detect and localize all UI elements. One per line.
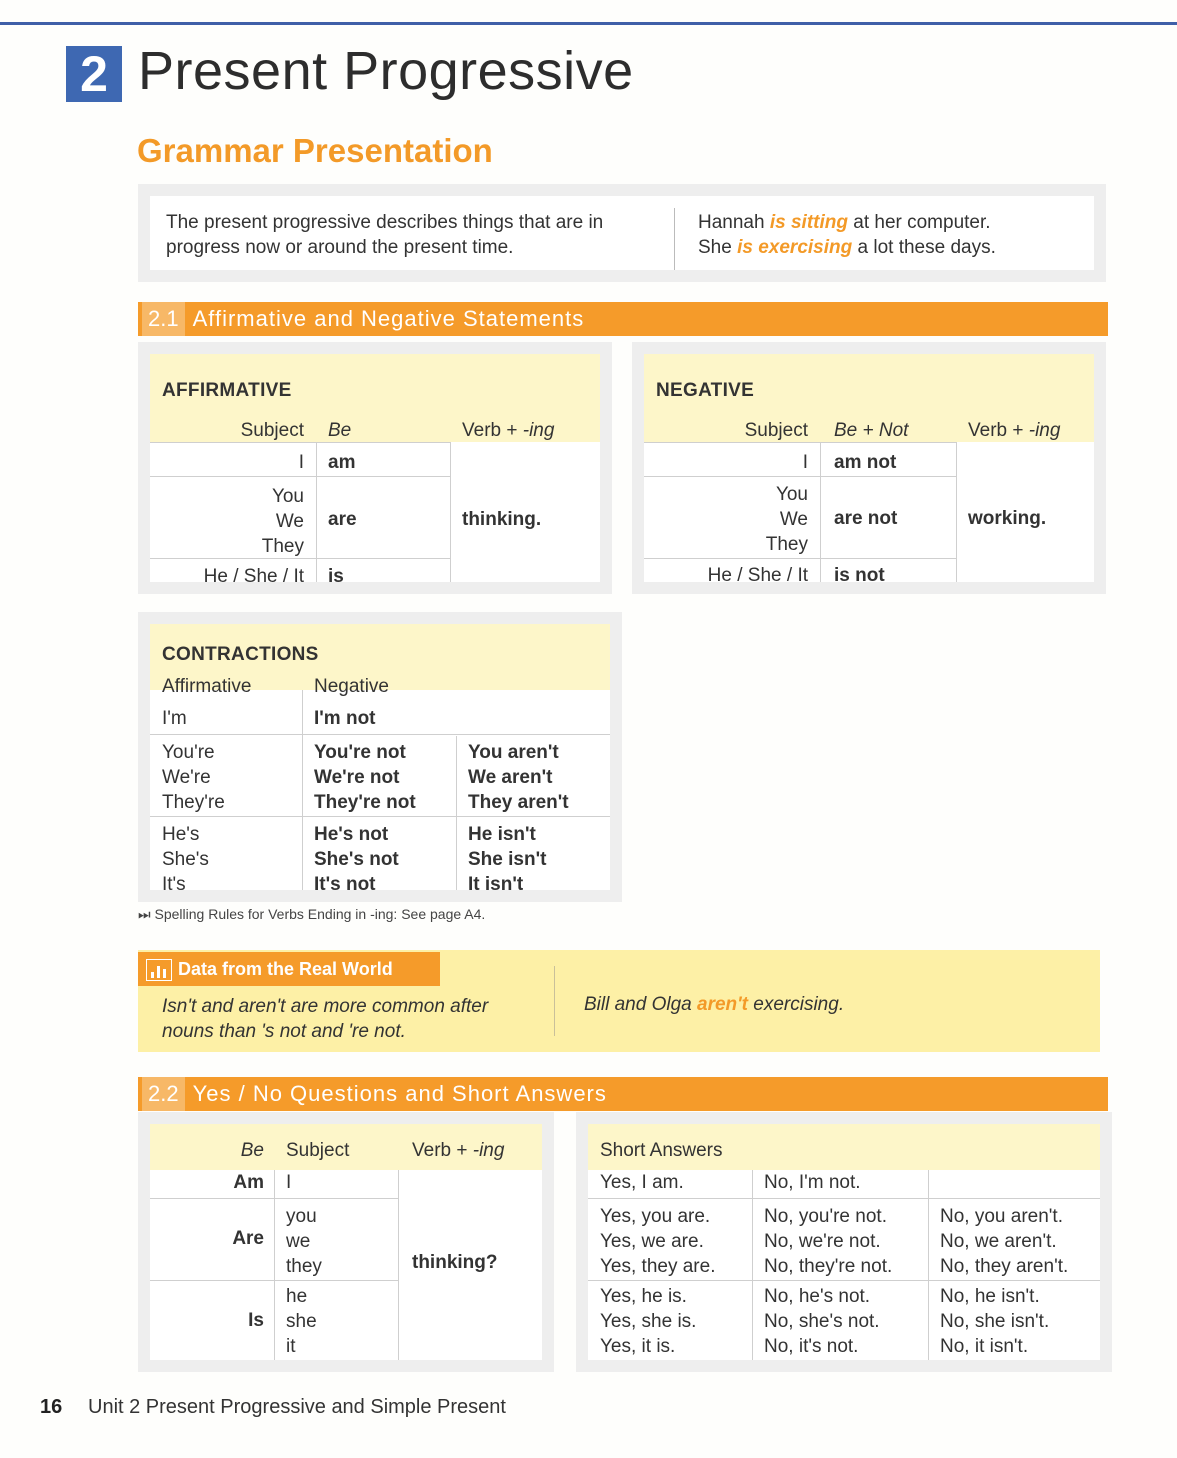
short-answers-no2-singular: No, he isn't. No, she isn't. No, it isn't. — [940, 1286, 1050, 1357]
row-be-is: Is — [248, 1310, 264, 1331]
col-be: Be — [240, 1140, 264, 1161]
short-answers-yes-plural: Yes, you are. Yes, we are. Yes, they are. — [600, 1206, 716, 1277]
intro-box — [138, 184, 1106, 282]
col-negative: Negative — [314, 676, 389, 697]
col-subject: Subject — [240, 420, 304, 441]
row-be-are-not: are not — [834, 508, 898, 529]
contraction-im: I'm — [162, 708, 187, 729]
col-subject: Subject — [286, 1140, 350, 1161]
band-number: 2.2 — [142, 1077, 185, 1111]
verb-working: working. — [968, 508, 1047, 529]
affirmative-table — [138, 342, 612, 594]
chapter-title: Present Progressive — [138, 41, 634, 101]
col-verb: Verb + -ing — [968, 420, 1061, 441]
contractions-neg-plural: You're not We're not They're not — [314, 742, 416, 813]
contractions-aff-plural: You're We're They're — [162, 742, 225, 813]
short-answers-no-singular: No, he's not. No, she's not. No, it's not. — [764, 1286, 880, 1357]
band-2-1 — [138, 302, 1108, 336]
row-subject-he-she-it: he she it — [286, 1286, 317, 1357]
data-divider — [554, 966, 555, 1036]
short-answers-no2-plural: No, you aren't. No, we aren't. No, they aren't. — [940, 1206, 1069, 1277]
contractions-aff-singular: He's She's It's — [162, 824, 209, 895]
contractions-neg2-singular: He isn't She isn't It isn't — [468, 824, 547, 895]
intro-divider — [674, 208, 675, 270]
contractions-neg2-plural: You aren't We aren't They aren't — [468, 742, 569, 813]
affirmative-heading: AFFIRMATIVE — [162, 380, 292, 401]
col-verb: Verb + -ing — [412, 1140, 505, 1161]
negative-heading: NEGATIVE — [656, 380, 755, 401]
short-answer-yes-i: Yes, I am. — [600, 1172, 684, 1193]
spelling-note: ⏭ Spelling Rules for Verbs Ending in -ing: See page A4. — [138, 906, 486, 922]
chapter-number: 2 — [66, 46, 122, 102]
verb-thinking: thinking? — [412, 1252, 498, 1273]
col-affirmative: Affirmative — [162, 676, 252, 697]
col-be-not: Be + Not — [834, 420, 909, 441]
row-be-am: am — [328, 452, 356, 473]
row-subject-i: I — [298, 452, 304, 473]
intro-example-2: She is exercising a lot these days. — [698, 237, 996, 258]
section-title: Grammar Presentation — [137, 132, 493, 169]
band-title: Yes / No Questions and Short Answers — [192, 1081, 607, 1106]
band-title: Affirmative and Negative Statements — [192, 306, 585, 331]
col-be: Be — [328, 420, 352, 441]
row-subject-you-we-they: You We They — [765, 484, 808, 555]
row-be-am: Am — [233, 1172, 264, 1193]
contraction-im-not: I'm not — [314, 708, 376, 729]
contractions-neg-singular: He's not She's not It's not — [314, 824, 399, 895]
row-be-are: are — [328, 509, 357, 530]
row-subject-i: I — [286, 1172, 292, 1193]
top-rule — [0, 22, 1177, 25]
band-number: 2.1 — [142, 302, 185, 336]
row-subject-he-she-it: He / She / It — [203, 566, 304, 587]
row-be-is: is — [328, 566, 344, 587]
page-number: 16 — [40, 1396, 63, 1418]
col-subject: Subject — [744, 420, 808, 441]
short-answers-no-plural: No, you're not. No, we're not. No, they're not. — [764, 1206, 893, 1277]
verb-thinking: thinking. — [462, 509, 542, 530]
short-answers-table — [576, 1112, 1112, 1372]
col-verb: Verb + -ing — [462, 420, 555, 441]
intro-example-1: Hannah is sitting at her computer. — [698, 212, 991, 233]
negative-table — [632, 342, 1106, 594]
intro-examples — [698, 210, 996, 260]
row-be-are: Are — [232, 1228, 264, 1249]
short-answers-heading: Short Answers — [600, 1140, 723, 1161]
bar-chart-icon — [146, 959, 172, 981]
running-footer: Unit 2 Present Progressive and Simple Present — [88, 1396, 506, 1418]
data-real-world-tag: Data from the Real World — [138, 952, 440, 986]
intro-text: The present progressive describes things that are in progress now or around the present time. — [166, 212, 604, 258]
data-real-world-example: Bill and Olga aren't exercising. — [584, 994, 845, 1015]
questions-table — [138, 1112, 554, 1372]
row-be-am-not: am not — [834, 452, 897, 473]
short-answer-no-i: No, I'm not. — [764, 1172, 861, 1193]
short-answers-yes-singular: Yes, he is. Yes, she is. Yes, it is. — [600, 1286, 697, 1357]
row-be-is-not: is not — [834, 565, 885, 586]
row-subject-you-we-they: You We They — [261, 486, 304, 557]
contractions-table — [138, 612, 622, 902]
row-subject-i: I — [802, 452, 808, 473]
data-real-world-text: Isn't and aren't are more common after nouns than 's not and 're not. — [162, 996, 489, 1042]
band-2-2 — [138, 1077, 1108, 1111]
contractions-heading: CONTRACTIONS — [162, 644, 319, 665]
skip-forward-icon: ⏭ — [138, 906, 151, 922]
row-subject-he-she-it: He / She / It — [707, 565, 808, 586]
row-subject-you-we-they: you we they — [286, 1206, 322, 1277]
